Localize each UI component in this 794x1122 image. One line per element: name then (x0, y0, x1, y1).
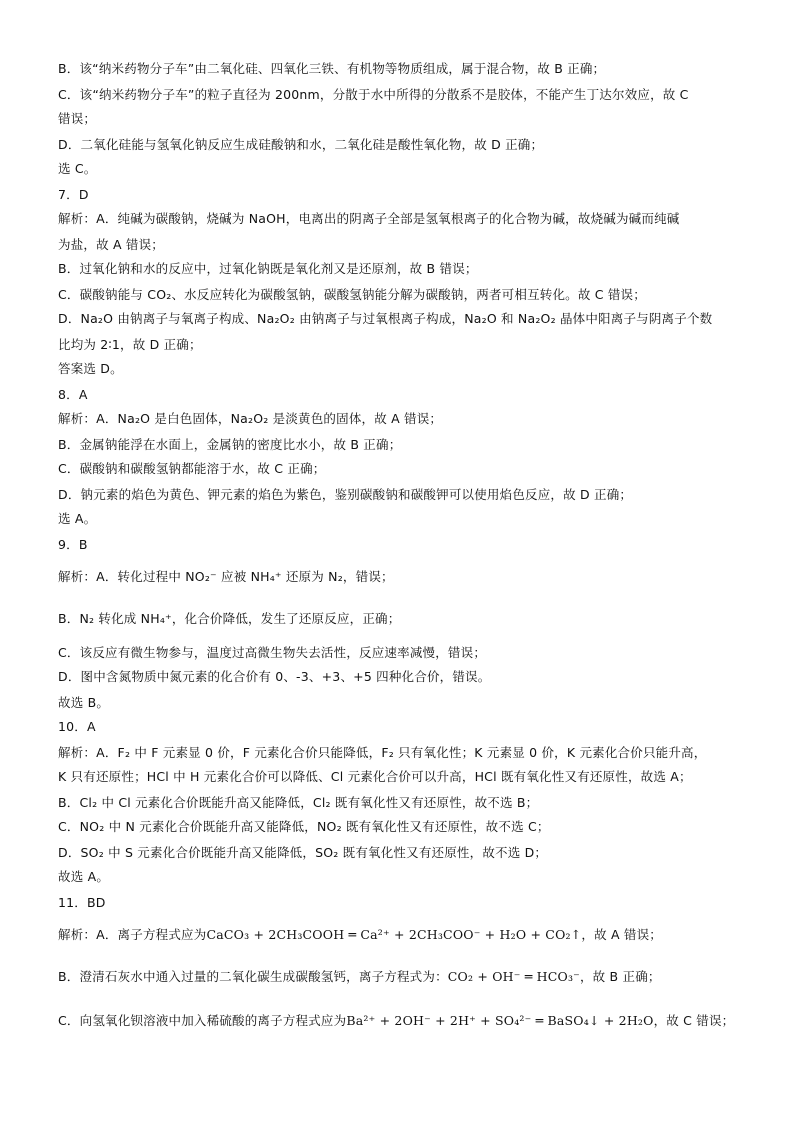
text-line: 答案选 D。 (58, 361, 123, 376)
equation-prefix: B．澄清石灰水中通入过量的二氧化碳生成碳酸氢钙，离子方程式为： (58, 969, 448, 984)
text-line: 选 A。 (58, 511, 97, 526)
equation-prefix: 解析：A．离子方程式应为 (58, 927, 207, 942)
text-line: D．钠元素的焰色为黄色、钾元素的焰色为紫色，鉴别碳酸钠和碳酸钾可以使用焰色反应，故 D 正确； (58, 487, 633, 502)
text-line: D．图中含氮物质中氮元素的化合价有 0、-3、+3、+5 四种化合价，错误。 (58, 669, 491, 684)
text-line: D．Na₂O 由钠离子与氧离子构成、Na₂O₂ 由钠离子与过氧根离子构成，Na₂O 和 Na₂O₂ 晶体中阳离子与阴离子个数 (58, 311, 713, 326)
text-line: C．碳酸钠能与 CO₂、水反应转化为碳酸氢钠，碳酸氢钠能分解为碳酸钠，两者可相互转化。故 C 错误； (58, 287, 646, 302)
text-line: 故选 A。 (58, 869, 110, 884)
ionic-equation: Ba²⁺ + 2OH⁻ + 2H⁺ + SO₄²⁻ ═ BaSO₄↓ + 2H₂O (346, 1013, 654, 1028)
text-line: 错误； (58, 111, 97, 126)
text-line: 解析：A．转化过程中 NO₂⁻ 应被 NH₄⁺ 还原为 N₂，错误； (58, 569, 394, 584)
ionic-equation: CO₂ + OH⁻ ═ HCO₃⁻ (447, 969, 580, 984)
question-number: 11．BD (58, 895, 106, 910)
text-line: 解析：A．F₂ 中 F 元素显 0 价，F 元素化合价只能降低，F₂ 只有氧化性；K 元素显 0 价，K 元素化合价只能升高， (58, 745, 707, 760)
text-line: C．NO₂ 中 N 元素化合价既能升高又能降低，NO₂ 既有氧化性又有还原性，故不选 C； (58, 819, 550, 834)
text-line: D．SO₂ 中 S 元素化合价既能升高又能降低，SO₂ 既有氧化性又有还原性，故不选 D； (58, 845, 548, 860)
equation-line (58, 1012, 738, 1030)
text-line: 选 C。 (58, 161, 97, 176)
text-line: K 只有还原性；HCl 中 H 元素化合价可以降低、Cl 元素化合价可以升高，HCl 既有氧化性又有还原性，故选 A； (58, 769, 692, 784)
text-line: C．该“纳米药物分子车”的粒子直径为 200nm，分散于水中所得的分散系不是胶体，不能产生丁达尔效应，故 C (58, 87, 689, 102)
text-line: D．二氧化硅能与氢氧化钠反应生成硅酸钠和水，二氧化硅是酸性氧化物，故 D 正确； (58, 137, 544, 152)
text-line: B．Cl₂ 中 Cl 元素化合价既能升高又能降低，Cl₂ 既有氧化性又有还原性，故不选 B； (58, 795, 539, 810)
question-number: 7．D (58, 187, 89, 202)
text-line: B．过氧化钠和水的反应中，过氧化钠既是氧化剂又是还原剂，故 B 错误； (58, 261, 478, 276)
question-number: 8．A (58, 387, 88, 402)
question-number: 9．B (58, 537, 88, 552)
text-line: 解析：A．纯碱为碳酸钠，烧碱为 NaOH，电离出的阴离子全部是氢氧根离子的化合物为碱，故烧碱为碱而纯碱 (58, 211, 680, 226)
equation-prefix: C．向氢氧化钡溶液中加入稀硫酸的离子方程式应为 (58, 1013, 347, 1028)
equation-suffix: ，故 B 正确； (579, 969, 661, 984)
text-line: B．该“纳米药物分子车”由二氧化硅、四氧化三铁、有机物等物质组成，属于混合物，故 B 正确； (58, 61, 606, 76)
text-line: 解析：A．Na₂O 是白色固体，Na₂O₂ 是淡黄色的固体，故 A 错误； (58, 411, 443, 426)
text-line: 比均为 2∶1，故 D 正确； (58, 337, 202, 352)
ionic-equation: CaCO₃ + 2CH₃COOH ═ Ca²⁺ + 2CH₃COO⁻ + H₂O + CO₂↑ (206, 927, 582, 942)
equation-suffix: ，故 A 错误； (581, 927, 663, 942)
equation-line (58, 926, 738, 944)
text-line: B．金属钠能浮在水面上，金属钠的密度比水小，故 B 正确； (58, 437, 402, 452)
text-line: 故选 B。 (58, 695, 110, 710)
text-line: 为盐，故 A 错误； (58, 237, 164, 252)
question-number: 10．A (58, 719, 96, 734)
text-line: B．N₂ 转化成 NH₄⁺，化合价降低，发生了还原反应，正确； (58, 611, 401, 626)
text-line: C．碳酸钠和碳酸氢钠都能溶于水，故 C 正确； (58, 461, 326, 476)
equation-line (58, 968, 738, 986)
equation-suffix: ，故 C 错误； (653, 1013, 735, 1028)
text-line: C．该反应有微生物参与，温度过高微生物失去活性，反应速率减慢，错误； (58, 645, 487, 660)
